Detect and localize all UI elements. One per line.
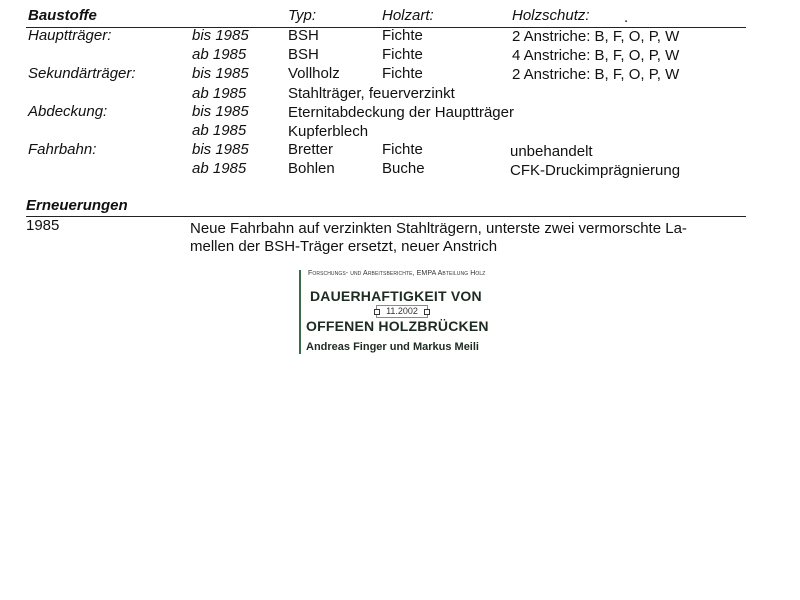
row-category: Sekundärträger: xyxy=(28,65,136,82)
section-rule-erneuerungen xyxy=(26,216,746,217)
stamp-handle-right xyxy=(424,309,430,315)
footer-accent-bar xyxy=(299,270,301,354)
row-period: ab 1985 xyxy=(192,85,247,102)
row-period: bis 1985 xyxy=(192,65,249,82)
section-heading-baustoffe: Baustoffe xyxy=(28,7,97,24)
row-holzschutz: unbehandelt xyxy=(510,143,593,160)
row-period: bis 1985 xyxy=(192,141,249,158)
row-period: ab 1985 xyxy=(192,46,247,63)
report-title-line2: OFFENEN HOLZBRÜCKEN xyxy=(306,318,489,334)
row-category: Fahrbahn: xyxy=(28,141,97,158)
column-header-typ: Typ: xyxy=(288,7,317,24)
row-holzart: Fichte xyxy=(382,65,423,82)
renewal-text-line1: Neue Fahrbahn auf verzinkten Stahlträgern, unterste zwei vermorschte La- xyxy=(190,220,687,237)
row-period: bis 1985 xyxy=(192,27,249,44)
row-period: ab 1985 xyxy=(192,160,247,177)
row-typ: Bretter xyxy=(288,141,334,158)
row-typ: BSH xyxy=(288,27,319,44)
row-category: Abdeckung: xyxy=(28,103,108,120)
report-title-line1: DAUERHAFTIGKEIT VON xyxy=(310,288,482,304)
renewal-text-line2: mellen der BSH-Träger ersetzt, neuer Anstrich xyxy=(190,238,498,255)
date-stamp xyxy=(376,305,428,318)
column-header-holzschutz: Holzschutz: xyxy=(512,7,590,24)
row-period: ab 1985 xyxy=(192,122,247,139)
row-typ: BSH xyxy=(288,46,319,63)
row-holzschutz: 2 Anstriche: B, F, O, P, W xyxy=(512,66,680,83)
row-typ: Eternitabdeckung der Hauptträger xyxy=(288,104,514,121)
row-typ: Kupferblech xyxy=(288,123,369,140)
renewal-year: 1985 xyxy=(26,217,60,234)
date-stamp-text: 11.2002 xyxy=(386,306,418,316)
row-holzart: Buche xyxy=(382,160,425,177)
row-holzart: Fichte xyxy=(382,27,423,44)
report-series: Forschungs- und Arbeitsberichte, EMPA Abteilung Holz xyxy=(308,270,486,277)
stamp-handle-left xyxy=(374,309,380,315)
row-typ: Vollholz xyxy=(288,65,340,82)
row-holzschutz: CFK-Druckimprägnierung xyxy=(510,162,681,179)
row-holzschutz: 2 Anstriche: B, F, O, P, W xyxy=(512,28,680,45)
row-category: Hauptträger: xyxy=(28,27,112,44)
row-typ: Stahlträger, feuerverzinkt xyxy=(288,85,455,102)
row-holzart: Fichte xyxy=(382,141,423,158)
report-authors: Andreas Finger und Markus Meili xyxy=(306,341,479,353)
column-header-holzart: Holzart: xyxy=(382,7,434,24)
row-holzart: Fichte xyxy=(382,46,423,63)
row-period: bis 1985 xyxy=(192,103,249,120)
stray-mark: . xyxy=(624,9,629,26)
row-typ: Bohlen xyxy=(288,160,335,177)
section-heading-erneuerungen: Erneuerungen xyxy=(26,197,128,214)
row-holzschutz: 4 Anstriche: B, F, O, P, W xyxy=(512,47,680,64)
